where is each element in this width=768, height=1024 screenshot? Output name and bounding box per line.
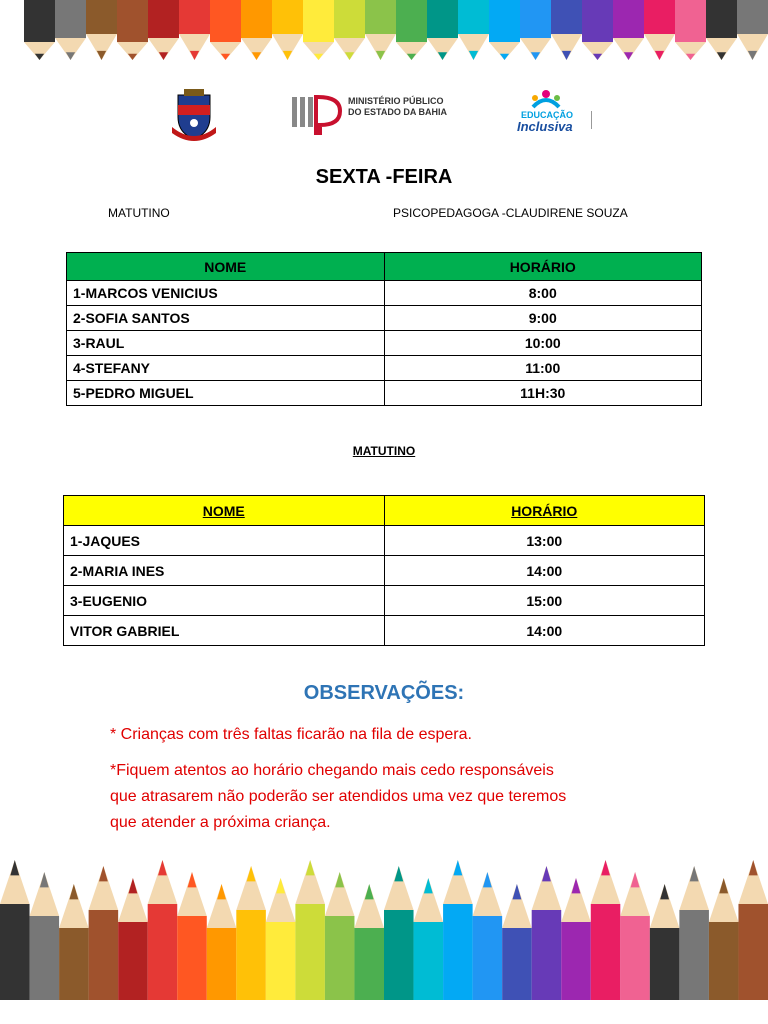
municipal-crest-logo bbox=[170, 87, 218, 141]
table-header-row bbox=[64, 496, 705, 526]
cell-name: 1-JAQUES bbox=[64, 526, 385, 556]
pencil-icon bbox=[118, 878, 148, 1000]
pencil-icon bbox=[303, 0, 334, 60]
table-row bbox=[64, 526, 705, 556]
observation-note-1: * Crianças com três faltas ficarão na fila de espera. bbox=[110, 726, 472, 743]
pencil-icon bbox=[334, 0, 365, 60]
pencil-icon bbox=[272, 0, 303, 60]
shift-label: MATUTINO bbox=[108, 206, 170, 220]
table-row bbox=[64, 586, 705, 616]
logos-row bbox=[0, 85, 768, 145]
pencil-icon bbox=[266, 878, 296, 1000]
pencil-icon bbox=[737, 0, 768, 60]
edu-side-bar bbox=[591, 111, 608, 129]
pencil-icon bbox=[295, 860, 325, 1000]
pencils-border-bottom bbox=[0, 850, 768, 1000]
header-name: NOME bbox=[64, 496, 385, 526]
table-row bbox=[64, 556, 705, 586]
pencil-icon bbox=[489, 0, 520, 60]
pencil-icon bbox=[709, 878, 739, 1000]
schedule-table-2 bbox=[63, 495, 705, 646]
cell-time: 11:00 bbox=[384, 356, 702, 381]
pencil-icon bbox=[236, 866, 266, 1000]
observations-title: OBSERVAÇÕES: bbox=[303, 682, 465, 704]
pencil-icon bbox=[0, 860, 30, 1000]
table-header-row bbox=[67, 253, 702, 281]
observation-note-2 bbox=[110, 758, 670, 836]
educacao-inclusiva-logo bbox=[515, 89, 615, 137]
cell-time: 15:00 bbox=[384, 586, 705, 616]
cell-name: 5-PEDRO MIGUEL bbox=[67, 381, 385, 406]
pencil-icon bbox=[354, 884, 384, 1000]
pencil-icon bbox=[738, 860, 768, 1000]
cell-name: 3-EUGENIO bbox=[64, 586, 385, 616]
cell-name: 3-RAUL bbox=[67, 331, 385, 356]
header-name: NOME bbox=[67, 253, 385, 281]
pencil-icon bbox=[591, 860, 621, 1000]
pencil-icon bbox=[59, 884, 89, 1000]
pencil-icon bbox=[241, 0, 272, 60]
pencil-icon bbox=[502, 884, 532, 1000]
pencil-icon bbox=[473, 872, 503, 1000]
table-row bbox=[67, 356, 702, 381]
mp-text-line1: MINISTÉRIO PÚBLICO bbox=[348, 96, 444, 106]
pencil-icon bbox=[89, 866, 119, 1000]
note-line: que atender a próxima criança. bbox=[110, 814, 331, 831]
pencil-icon bbox=[582, 0, 613, 60]
edu-text-line1: EDUCAÇÃO bbox=[521, 110, 574, 120]
pencil-icon bbox=[325, 872, 355, 1000]
pencil-icon bbox=[620, 872, 650, 1000]
professional-label: PSICOPEDAGOGA -CLAUDIRENE SOUZA bbox=[393, 206, 628, 220]
mp-mark-icon bbox=[290, 91, 344, 135]
pencil-icon bbox=[650, 884, 680, 1000]
edu-figures-icon bbox=[529, 89, 563, 109]
table-row bbox=[64, 616, 705, 646]
pencil-icon bbox=[207, 884, 237, 1000]
pencil-icon bbox=[532, 866, 562, 1000]
pencil-icon bbox=[613, 0, 644, 60]
pencil-icon bbox=[551, 0, 582, 60]
shift-label-2: MATUTINO bbox=[352, 444, 416, 458]
cell-time: 9:00 bbox=[384, 306, 702, 331]
pencil-icon bbox=[706, 0, 737, 60]
pencil-icon bbox=[177, 872, 207, 1000]
page-title: SEXTA -FEIRA bbox=[315, 166, 453, 188]
pencil-icon bbox=[24, 0, 55, 60]
pencil-icon bbox=[396, 0, 427, 60]
cell-name: 1-MARCOS VENICIUS bbox=[67, 281, 385, 306]
pencil-icon bbox=[30, 872, 60, 1000]
pencil-icon bbox=[427, 0, 458, 60]
table-row bbox=[67, 381, 702, 406]
pencil-icon bbox=[675, 0, 706, 60]
cell-name: 2-SOFIA SANTOS bbox=[67, 306, 385, 331]
cell-time: 13:00 bbox=[384, 526, 705, 556]
pencil-icon bbox=[210, 0, 241, 60]
pencil-icon bbox=[384, 866, 414, 1000]
pencil-icon bbox=[179, 0, 210, 60]
schedule-table-1 bbox=[66, 252, 702, 406]
cell-name: 4-STEFANY bbox=[67, 356, 385, 381]
edu-text-line2: Inclusiva bbox=[517, 119, 573, 134]
pencil-icon bbox=[458, 0, 489, 60]
pencil-icon bbox=[148, 0, 179, 60]
pencil-icon bbox=[520, 0, 551, 60]
note-line: *Fiquem atentos ao horário chegando mais cedo responsáveis bbox=[110, 762, 554, 779]
cell-name: VITOR GABRIEL bbox=[64, 616, 385, 646]
cell-time: 8:00 bbox=[384, 281, 702, 306]
pencil-icon bbox=[365, 0, 396, 60]
pencil-icon bbox=[644, 0, 675, 60]
cell-time: 10:00 bbox=[384, 331, 702, 356]
mp-text-line2: DO ESTADO DA BAHIA bbox=[348, 107, 447, 117]
pencil-icon bbox=[679, 866, 709, 1000]
table-row bbox=[67, 281, 702, 306]
pencil-icon bbox=[148, 860, 178, 1000]
table-row bbox=[67, 306, 702, 331]
pencil-icon bbox=[55, 0, 86, 60]
pencil-icon bbox=[443, 860, 473, 1000]
header-time: HORÁRIO bbox=[384, 496, 705, 526]
pencil-icon bbox=[561, 878, 591, 1000]
pencils-border-top bbox=[24, 0, 768, 60]
table-row bbox=[67, 331, 702, 356]
note-line: que atrasarem não poderão ser atendidos uma vez que teremos bbox=[110, 788, 567, 805]
cell-time: 14:00 bbox=[384, 616, 705, 646]
cell-time: 14:00 bbox=[384, 556, 705, 586]
pencil-icon bbox=[414, 878, 444, 1000]
pencil-icon bbox=[117, 0, 148, 60]
header-time: HORÁRIO bbox=[384, 253, 702, 281]
cell-time: 11H:30 bbox=[384, 381, 702, 406]
cell-name: 2-MARIA INES bbox=[64, 556, 385, 586]
pencil-icon bbox=[86, 0, 117, 60]
ministerio-publico-logo bbox=[290, 91, 450, 135]
